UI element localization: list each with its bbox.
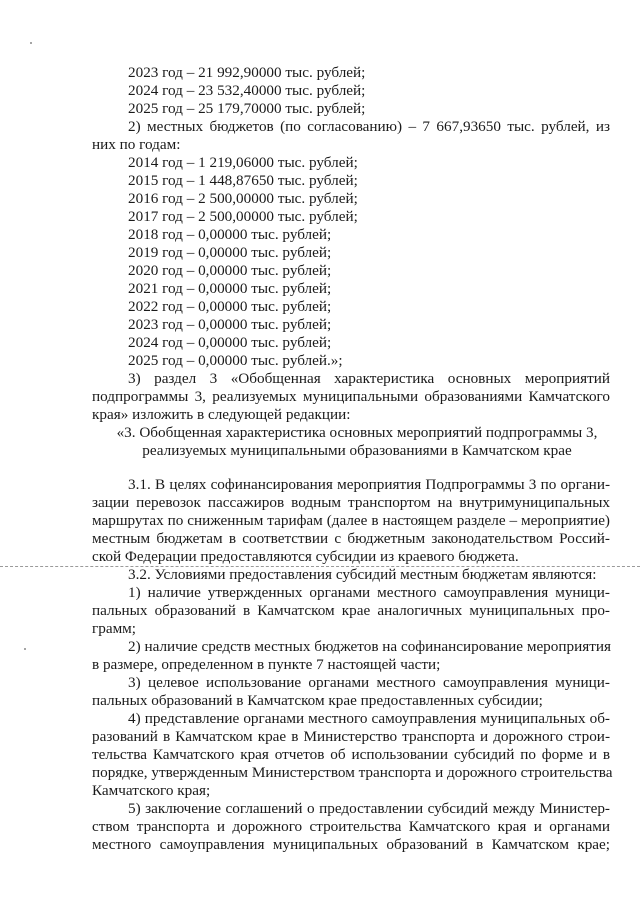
text-line: разований в Камчатском крае в Министерство транспорта и дорожного строи- <box>92 728 610 745</box>
text-line: 2020 год – 0,00000 тыс. рублей; <box>128 262 332 279</box>
text-line: пальных образований в Камчатском крае аналогичных муниципальных про- <box>92 602 610 619</box>
text-line: 3) целевое использование органами местного самоуправления муници- <box>128 674 610 691</box>
text-line: 2019 год – 0,00000 тыс. рублей; <box>128 244 332 261</box>
text-line: 5) заключение соглашений о предоставлении субсидий между Министер- <box>128 800 610 817</box>
text-line: 2024 год – 0,00000 тыс. рублей; <box>128 334 332 351</box>
text-line: местным бюджетам в соответствии с бюджетным законодательством Россий- <box>92 530 610 547</box>
text-line: 3.2. Условиями предоставления субсидий местным бюджетам являются: <box>128 566 597 583</box>
scan-speck <box>24 648 26 650</box>
text-line: 2025 год – 0,00000 тыс. рублей.»; <box>128 352 343 369</box>
text-line: 2024 год – 23 532,40000 тыс. рублей; <box>128 82 366 99</box>
text-line: них по годам: <box>92 136 181 153</box>
text-line: Камчатского края; <box>92 782 211 799</box>
text-line: 4) представление органами местного самоуправления муниципальных об- <box>128 710 610 727</box>
text-line: 2017 год – 2 500,00000 тыс. рублей; <box>128 208 358 225</box>
text-line: порядке, утвержденным Министерством транспорта и дорожного строительства <box>92 764 613 781</box>
text-line: 3.1. В целях софинансирования мероприятия Подпрограммы 3 по органи- <box>128 476 610 493</box>
text-line: в размере, определенном в пункте 7 настоящей части; <box>92 656 441 673</box>
text-line: 2015 год – 1 448,87650 тыс. рублей; <box>128 172 358 189</box>
text-line: тельства Камчатского края отчетов об использовании субсидий по форме и в <box>92 746 610 763</box>
text-line: 3) раздел 3 «Обобщенная характеристика основных мероприятий <box>128 370 610 387</box>
text-line: зации перевозок пассажиров водным транспортом на внутримуниципальных <box>92 494 610 511</box>
scan-speck <box>30 42 32 44</box>
text-line: 2018 год – 0,00000 тыс. рублей; <box>128 226 332 243</box>
text-line: местного самоуправления муниципальных образований в Камчатском крае; <box>92 836 610 853</box>
text-line: 2016 год – 2 500,00000 тыс. рублей; <box>128 190 358 207</box>
text-line: ством транспорта и дорожного строительства Камчатского края и органами <box>92 818 610 835</box>
text-line: подпрограммы 3, реализуемых муниципальными образованиями Камчатского <box>92 388 610 405</box>
section-heading: «3. Обобщенная характеристика основных мероприятий подпрограммы 3, <box>116 424 598 441</box>
text-line: 1) наличие утвержденных органами местного самоуправления муници- <box>128 584 610 601</box>
text-line: края» изложить в следующей редакции: <box>92 406 351 423</box>
text-line: 2021 год – 0,00000 тыс. рублей; <box>128 280 332 297</box>
text-line: 2) местных бюджетов (по согласованию) – 7 667,93650 тыс. рублей, из <box>128 118 610 135</box>
text-line: 2014 год – 1 219,06000 тыс. рублей; <box>128 154 358 171</box>
text-line: ской Федерации предоставляются субсидии из краевого бюджета. <box>92 548 519 565</box>
text-line: 2022 год – 0,00000 тыс. рублей; <box>128 298 332 315</box>
text-line: грамм; <box>92 620 137 637</box>
text-line: пальных образований в Камчатском крае предоставленных субсидии; <box>92 692 543 709</box>
text-line: 2023 год – 21 992,90000 тыс. рублей; <box>128 64 366 81</box>
text-line: 2025 год – 25 179,70000 тыс. рублей; <box>128 100 366 117</box>
section-heading: реализуемых муниципальными образованиями в Камчатском крае <box>142 442 572 459</box>
text-line: маршрутах по сниженным тарифам (далее в настоящем разделе – мероприятие) <box>92 512 610 529</box>
text-line: 2) наличие средств местных бюджетов на софинансирование мероприятия <box>128 638 611 655</box>
text-line: 2023 год – 0,00000 тыс. рублей; <box>128 316 332 333</box>
